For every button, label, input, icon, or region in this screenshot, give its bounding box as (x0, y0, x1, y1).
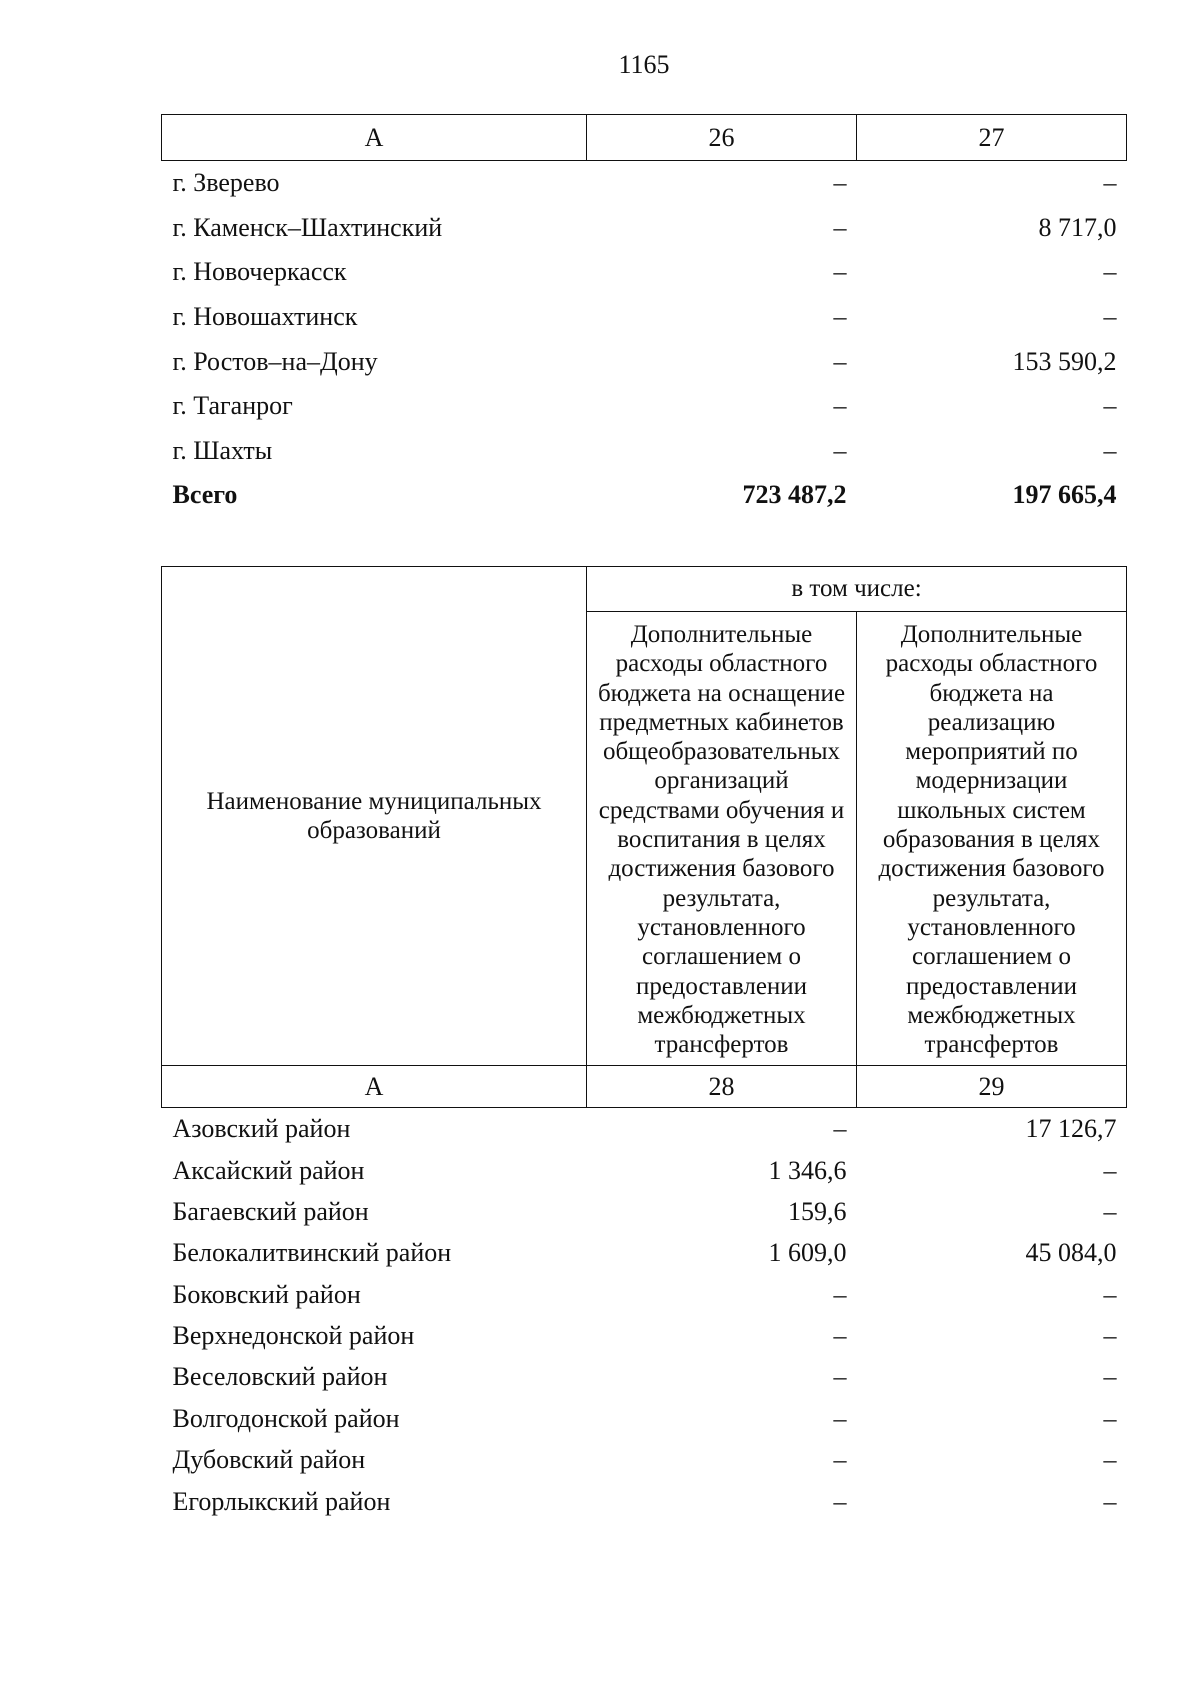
municipality-name: г. Каменск–Шахтинский (172, 212, 443, 242)
table-row (162, 1398, 1127, 1439)
table-row (162, 1440, 1127, 1481)
value-col-26: – (833, 346, 847, 376)
value-col-27: 8 717,0 (1038, 212, 1117, 242)
column-header-28: 28 (587, 1066, 857, 1108)
municipality-name: г. Таганрог (172, 391, 293, 421)
table-row (162, 161, 1127, 206)
value-col-29: – (1103, 1321, 1117, 1351)
budget-table-part-2 (161, 566, 1127, 1522)
value-col-29: – (1103, 1362, 1117, 1392)
value-col-26: – (833, 257, 847, 287)
value-col-26: – (833, 391, 847, 421)
column-number-header-row (162, 115, 1127, 161)
table-row (162, 295, 1127, 340)
table-row (162, 1481, 1127, 1522)
column-header-26: 26 (587, 115, 857, 161)
table-row (162, 1191, 1127, 1232)
including-header: в том числе: (587, 567, 1127, 612)
municipality-name: г. Ростов–на–Дону (172, 346, 378, 376)
municipality-name: Багаевский район (172, 1196, 369, 1226)
municipality-name: Егорлыкский район (172, 1486, 391, 1516)
municipality-name: Веселовский район (172, 1362, 388, 1392)
value-col-29: 17 126,7 (1025, 1114, 1117, 1144)
table-row (162, 1150, 1127, 1191)
municipality-name: г. Шахты (172, 435, 273, 465)
value-col-28: 159,6 (788, 1196, 847, 1226)
value-col-26: – (833, 302, 847, 332)
column-header-a: А (162, 1066, 587, 1108)
value-col-28: – (833, 1321, 847, 1351)
table-row (162, 339, 1127, 384)
column-header-27: 27 (857, 115, 1127, 161)
table-row (162, 384, 1127, 429)
table-row (162, 1274, 1127, 1315)
value-col-28: 1 609,0 (768, 1238, 847, 1268)
value-col-29: – (1103, 1155, 1117, 1185)
including-header-row (162, 567, 1127, 612)
column-28-description: Дополнительные расходы областного бюджета на оснащение предметных кабинетов общеобразовательных организаций средствами обучения и воспитания в целях достижения базового результата, установленного соглашением о предоставлении межбюджетных трансфертов (587, 612, 857, 1066)
value-col-29: – (1103, 1279, 1117, 1309)
value-col-27: – (1103, 168, 1117, 198)
value-col-27: – (1103, 435, 1117, 465)
value-col-28: – (833, 1362, 847, 1392)
value-col-26: – (833, 435, 847, 465)
page-number: 1165 (618, 50, 670, 79)
municipality-name: г. Новошахтинск (172, 302, 358, 332)
value-col-27: – (1103, 302, 1117, 332)
column-header-a: А (162, 115, 587, 161)
value-col-28: – (833, 1114, 847, 1144)
value-col-26: – (833, 212, 847, 242)
value-col-29: – (1103, 1403, 1117, 1433)
column-number-header-row (162, 1066, 1127, 1108)
table-row (162, 1357, 1127, 1398)
total-label: Всего (172, 480, 238, 510)
value-col-29: 45 084,0 (1025, 1238, 1117, 1268)
municipality-name: Боковский район (172, 1279, 361, 1309)
value-col-28: 1 346,6 (768, 1155, 847, 1185)
table-row (162, 250, 1127, 295)
total-col-26: 723 487,2 (742, 480, 847, 510)
value-col-29: – (1103, 1445, 1117, 1475)
municipality-name: Волгодонской район (172, 1403, 400, 1433)
table-row (162, 1233, 1127, 1274)
value-col-27: – (1103, 257, 1117, 287)
table-row (162, 1315, 1127, 1356)
table-row (162, 429, 1127, 474)
value-col-29: – (1103, 1486, 1117, 1516)
municipality-name: г. Новочеркасск (172, 257, 347, 287)
value-col-28: – (833, 1486, 847, 1516)
value-col-26: – (833, 168, 847, 198)
total-row (162, 473, 1127, 518)
value-col-29: – (1103, 1196, 1117, 1226)
budget-table-part-1 (161, 114, 1127, 518)
value-col-28: – (833, 1279, 847, 1309)
column-29-description: Дополнительные расходы областного бюджета на реализацию мероприятий по модернизации школьных систем образования в целях достижения базового результата, установленного соглашением о предоставлении межбюджетных трансфертов (857, 612, 1127, 1066)
table-row (162, 1108, 1127, 1150)
municipality-name: Белокалитвинский район (172, 1238, 452, 1268)
column-header-29: 29 (857, 1066, 1127, 1108)
value-col-28: – (833, 1403, 847, 1433)
municipality-name: г. Зверево (172, 168, 280, 198)
value-col-27: 153 590,2 (1012, 346, 1117, 376)
table-row (162, 206, 1127, 251)
municipality-name: Аксайский район (172, 1155, 365, 1185)
municipality-name: Азовский район (172, 1114, 351, 1144)
municipality-name: Дубовский район (172, 1445, 366, 1475)
value-col-27: – (1103, 391, 1117, 421)
value-col-28: – (833, 1445, 847, 1475)
municipality-name: Верхнедонской район (172, 1321, 415, 1351)
municipality-column-header: Наименование муниципальных образований (162, 567, 587, 1066)
total-col-27: 197 665,4 (1012, 480, 1117, 510)
